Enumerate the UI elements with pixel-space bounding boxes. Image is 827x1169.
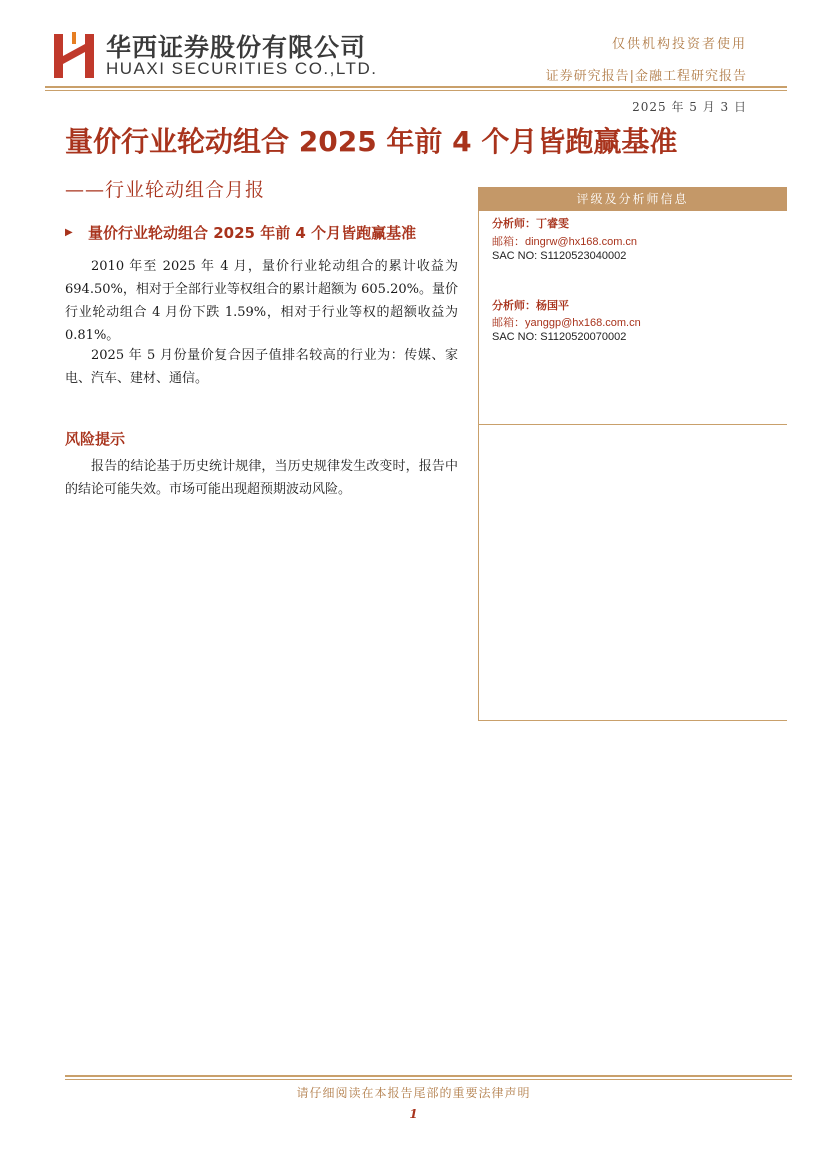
analyst-email[interactable]: 邮箱：dingrw@hx168.com.cn	[492, 236, 638, 248]
header-divider-thin	[45, 90, 787, 91]
report-title: 量价行业轮动组合 2025 年前 4 个月皆跑赢基准	[65, 125, 678, 158]
header-divider	[45, 86, 787, 88]
analyst-sac: SAC NO: S1120520070002	[492, 331, 627, 343]
analyst-email[interactable]: 邮箱：yanggp@hx168.com.cn	[492, 317, 641, 329]
footer-disclaimer: 请仔细阅读在本报告尾部的重要法律声明	[296, 1086, 531, 1100]
risk-paragraph: 报告的结论基于历史统计规律，当历史规律发生改变时，报告中的结论可能失效。市场可能出现超预期波动风险。	[65, 459, 458, 497]
footer-divider	[65, 1075, 792, 1077]
analyst-info-header: 评级及分析师信息	[478, 187, 787, 211]
summary-paragraph-2: 2025 年 5 月份量价复合因子值排名较高的行业为：传媒、家电、汽车、建材、通信。	[65, 348, 458, 386]
analyst-name: 分析师：丁睿雯	[492, 217, 569, 230]
report-type-label: 证券研究报告|金融工程研究报告	[545, 69, 747, 84]
analyst-sac: SAC NO: S1120523040002	[492, 250, 627, 262]
analyst-info-panel	[478, 187, 787, 721]
report-subtitle: ——行业轮动组合月报	[65, 179, 266, 201]
audience-label: 仅供机构投资者使用	[611, 37, 747, 52]
summary-paragraph-1: 2010 年至 2025 年 4 月，量价行业轮动组合的累计收益为 694.50%，相对于全部行业等权组合的累计超额为 605.20%。量价行业轮动组合 4 月份下跌 1.59%，相对于行业等权的超额收益为 0.81%。	[65, 259, 458, 343]
summary-heading: 量价行业轮动组合 2025 年前 4 个月皆跑赢基准	[88, 224, 417, 242]
risk-heading: 风险提示	[65, 430, 126, 448]
page-number: 1	[409, 1107, 418, 1121]
report-date: 2025 年 5 月 3 日	[632, 100, 747, 114]
footer-divider-thin	[65, 1079, 792, 1080]
triangle-bullet-icon: ▶	[65, 227, 73, 238]
company-name-cn: 华西证券股份有限公司	[106, 33, 367, 62]
sidebar-divider	[478, 424, 787, 425]
huaxi-logo-icon	[52, 30, 96, 80]
company-name-en: HUAXI SECURITIES CO.,LTD.	[106, 59, 378, 78]
analyst-name: 分析师：杨国平	[492, 299, 569, 312]
